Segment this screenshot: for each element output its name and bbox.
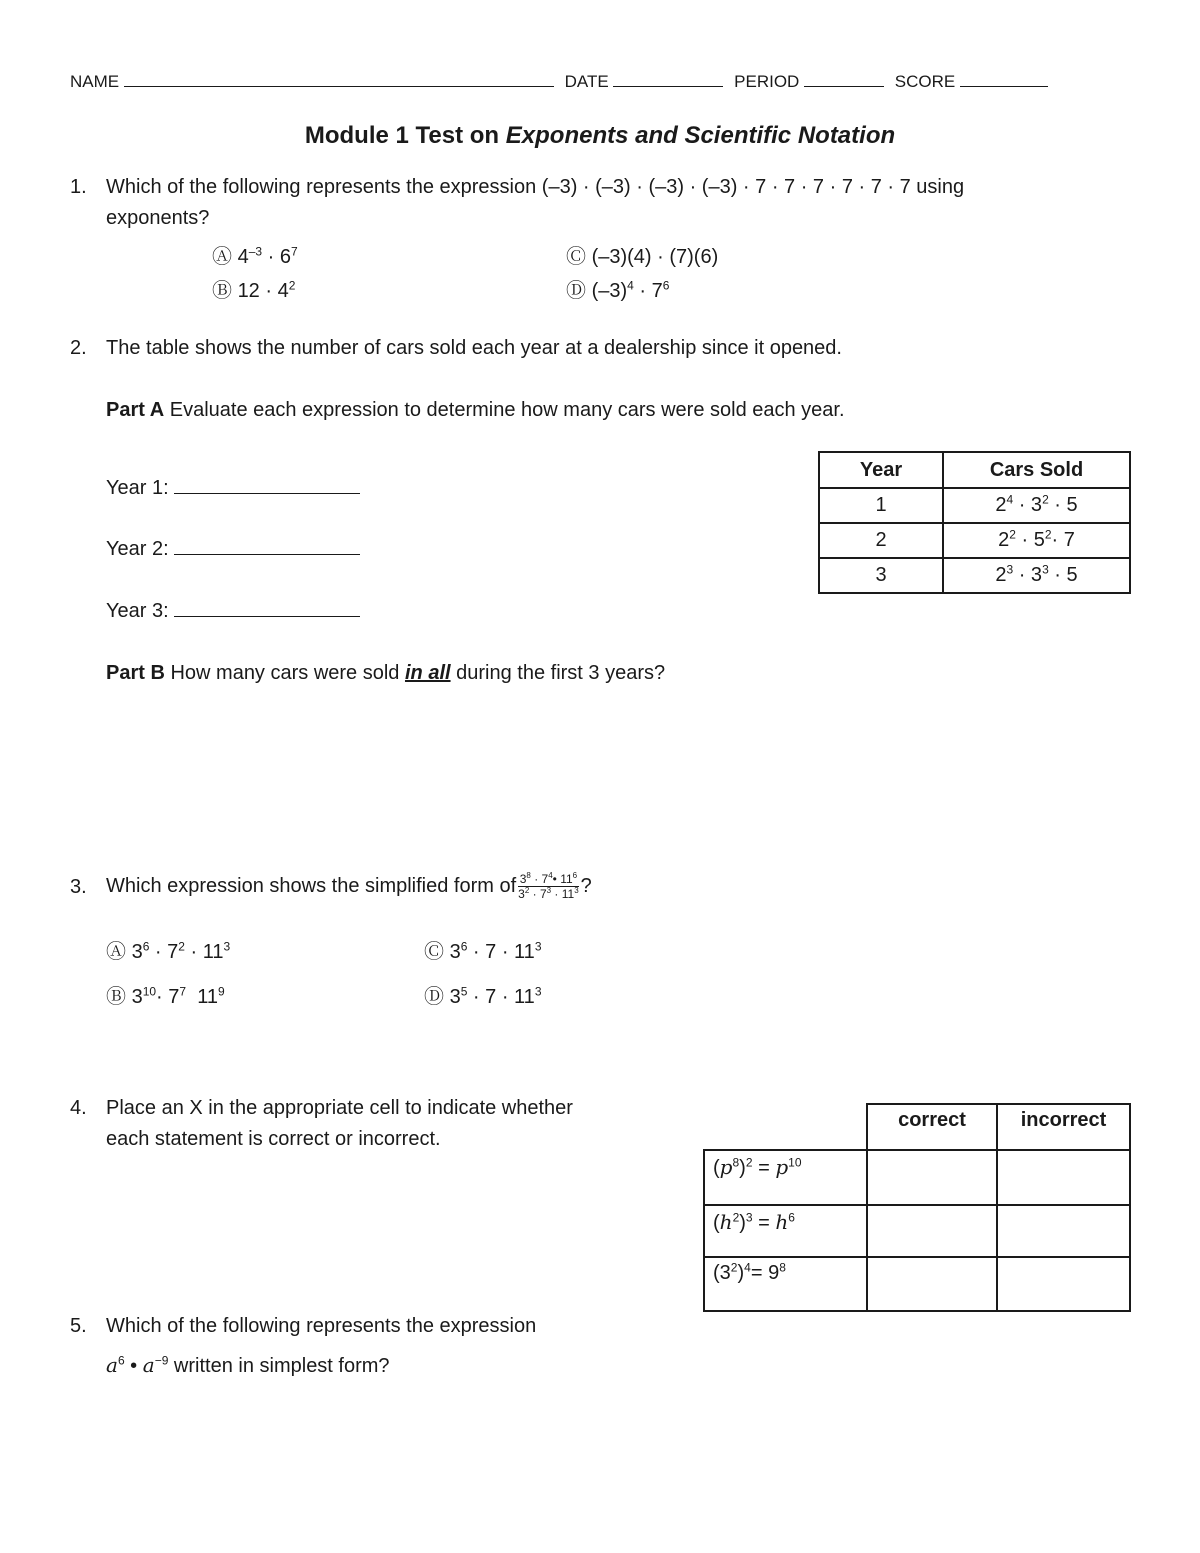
option-b-letter: Ⓑ: [106, 984, 126, 1008]
r1e1: 4: [1006, 492, 1014, 507]
r1p3: · 5: [1048, 494, 1078, 516]
r2p2: · 5: [1015, 529, 1045, 551]
q3b3: 11: [186, 986, 218, 1008]
row1-cars: [943, 488, 1130, 523]
q3ae1: 6: [142, 939, 150, 954]
option-d-letter: Ⓓ: [424, 984, 444, 1008]
q1-number: 1.: [70, 176, 87, 198]
q2-number: 2.: [70, 337, 87, 359]
q1-text-line2: exponents?: [106, 207, 210, 229]
table-row: [819, 488, 1130, 523]
year2-label: Year 2:: [106, 538, 169, 560]
q1a-mid: · 6: [262, 246, 291, 268]
q2-part-a: [106, 399, 845, 422]
year1-blank[interactable]: [174, 492, 360, 494]
fn3: • 11: [552, 871, 573, 886]
q3d2: · 7 · 11: [467, 986, 535, 1008]
fde1: 2: [524, 885, 530, 895]
year1-answer: [106, 477, 360, 500]
score-blank[interactable]: [960, 85, 1048, 87]
q5-text-line2: written in simplest form?: [168, 1355, 390, 1377]
title-plain: Module 1 Test on: [304, 122, 506, 149]
q5-expression: [106, 1353, 390, 1378]
cars-sold-table: [818, 451, 1131, 594]
r3p2: · 3: [1013, 564, 1043, 586]
part-b-label: Part B: [106, 662, 165, 684]
q1d-exp1: 4: [627, 278, 634, 293]
r3e1: 3: [1006, 562, 1014, 577]
option-d-letter: Ⓓ: [566, 278, 586, 302]
part-b-pre: How many cars were sold: [164, 662, 405, 684]
period-label: PERIOD: [734, 72, 800, 91]
correct-incorrect-table: [703, 1103, 1131, 1312]
q1-option-b[interactable]: [212, 274, 295, 303]
s3-e3: 8: [779, 1260, 786, 1275]
q2-text: The table shows the number of cars sold each year at a dealership since it opened.: [106, 337, 842, 359]
r1e2: 2: [1042, 492, 1049, 507]
part-b-post: during the first 3 years?: [450, 662, 666, 684]
date-label: DATE: [564, 72, 609, 91]
q1-option-c[interactable]: [566, 240, 718, 269]
s1-e1: 8: [732, 1155, 740, 1170]
q1a-exp2: 7: [290, 244, 298, 259]
s3-e2: 4: [744, 1260, 751, 1275]
year2-blank[interactable]: [174, 553, 360, 555]
q3a3: · 11: [184, 941, 224, 963]
row2-cars: [943, 523, 1130, 558]
fde3: 3: [574, 885, 579, 895]
q1d-mid: · 7: [633, 280, 663, 302]
q2-part-b: [106, 662, 665, 685]
statement-3-incorrect-cell[interactable]: [997, 1257, 1130, 1311]
fne2: 4: [548, 870, 553, 880]
s2-mid: ): [739, 1212, 746, 1234]
q3c2: · 7 · 11: [467, 941, 535, 963]
r3e2: 3: [1042, 562, 1049, 577]
s1-pre: (: [713, 1157, 720, 1179]
q1b-base: 12 · 4: [237, 280, 289, 302]
fd3: · 11: [551, 886, 575, 901]
statement-1-incorrect-cell[interactable]: [997, 1150, 1130, 1205]
part-a-label: Part A: [106, 399, 165, 421]
header-year: Year: [819, 452, 943, 488]
period-blank[interactable]: [804, 85, 884, 87]
header-incorrect: incorrect: [997, 1104, 1130, 1150]
q1a-exp1: –3: [248, 244, 263, 259]
q5-base2: a: [142, 1353, 155, 1377]
option-b-letter: Ⓑ: [212, 278, 232, 302]
year3-label: Year 3:: [106, 600, 169, 622]
table-row: [819, 558, 1130, 593]
q3c1: 3: [449, 941, 461, 963]
q3-text: Which expression shows the simplified form of: [106, 874, 517, 897]
q1a-base: 4: [237, 246, 249, 268]
score-label: SCORE: [894, 72, 956, 91]
q3-number: 3.: [70, 876, 87, 898]
q4-number: 4.: [70, 1097, 87, 1119]
r2e2: 2: [1044, 527, 1052, 542]
s3-mid: ): [737, 1262, 745, 1284]
year3-blank[interactable]: [174, 615, 360, 617]
q5-number: 5.: [70, 1315, 87, 1337]
part-b-emphasis: in all: [404, 662, 451, 684]
s1-e3: 10: [788, 1155, 802, 1170]
header-correct: correct: [867, 1104, 997, 1150]
q3a2: · 7: [149, 941, 179, 963]
fraction-denominator: [516, 887, 581, 901]
statement-3-correct-cell[interactable]: [867, 1257, 997, 1311]
fne3: 6: [572, 870, 578, 880]
q4-text-line1: Place an X in the appropriate cell to indicate whether: [106, 1097, 573, 1119]
q3d1: 3: [449, 986, 461, 1008]
s1-eq: =: [752, 1157, 776, 1179]
statement-1-correct-cell[interactable]: [867, 1150, 997, 1205]
q1c-text: (–3)(4) · (7)(6): [591, 246, 719, 268]
r3p3: · 5: [1048, 564, 1078, 586]
q3-fraction: [516, 872, 581, 901]
q1-option-d[interactable]: [566, 274, 669, 303]
q3a1: 3: [131, 941, 143, 963]
fn2: · 7: [530, 871, 549, 886]
table-header-row: [704, 1104, 1130, 1150]
option-a-letter: Ⓐ: [212, 244, 232, 268]
r1p1: 2: [995, 494, 1007, 516]
q5-base1: a: [106, 1353, 118, 1377]
q1-option-a[interactable]: [212, 240, 298, 269]
option-a-letter: Ⓐ: [106, 939, 126, 963]
row2-year: 2: [819, 523, 943, 558]
q3-stem: [106, 862, 592, 910]
table-row: [704, 1257, 1130, 1311]
q3be1: 10: [142, 984, 157, 999]
year1-label: Year 1:: [106, 477, 169, 499]
q3b1: 3: [131, 986, 143, 1008]
fd2: · 7: [529, 886, 547, 901]
table-header-row: [819, 452, 1130, 488]
q4-text-line2: each statement is correct or incorrect.: [106, 1128, 441, 1150]
option-c-letter: Ⓒ: [566, 244, 586, 268]
q3-option-a[interactable]: [106, 935, 230, 964]
q3b2: · 7: [156, 986, 180, 1008]
fde2: 3: [546, 885, 552, 895]
q3-option-d[interactable]: [424, 980, 542, 1009]
q3be2: 7: [179, 984, 187, 999]
q3de2: 3: [534, 984, 542, 999]
title-italic: Exponents and Scientific Notation: [505, 122, 896, 149]
fraction-numerator: [518, 872, 579, 887]
header-line: [70, 72, 1048, 92]
year2-answer: [106, 538, 360, 561]
statement-1: [704, 1150, 867, 1205]
q3ce2: 3: [534, 939, 542, 954]
q1b-exp1: 2: [288, 278, 296, 293]
year3-answer: [106, 600, 360, 623]
statement-2-incorrect-cell[interactable]: [997, 1205, 1130, 1257]
statement-2: [704, 1205, 867, 1257]
q5-text-line1: Which of the following represents the expression: [106, 1315, 537, 1337]
s1-var2: p: [775, 1155, 789, 1179]
table-row: [819, 523, 1130, 558]
q1-text-line1: Which of the following represents the expression (–3) · (–3) · (–3) · (–3) · 7 · 7 · 7 · 7 · 7 · 7 using: [106, 176, 965, 198]
q3ae2: 2: [178, 939, 185, 954]
r2p3: · 7: [1051, 529, 1075, 551]
s3-e1: 2: [730, 1260, 738, 1275]
q3-option-b[interactable]: [106, 980, 225, 1009]
s3-eq: = 9: [750, 1262, 780, 1284]
table-row: [704, 1205, 1130, 1257]
s2-eq: =: [752, 1212, 776, 1234]
s1-var: p: [719, 1155, 733, 1179]
s2-e1: 2: [732, 1210, 740, 1225]
header-cars-sold: Cars Sold: [943, 452, 1130, 488]
fd1: 3: [518, 886, 525, 901]
s1-mid: ): [739, 1157, 746, 1179]
q5-bullet: •: [124, 1355, 143, 1377]
empty-corner-cell: [704, 1104, 867, 1150]
statement-2-correct-cell[interactable]: [867, 1205, 997, 1257]
option-c-letter: Ⓒ: [424, 939, 444, 963]
name-label: NAME: [70, 72, 120, 91]
s3-pre: (3: [713, 1262, 731, 1284]
s2-var2: h: [775, 1210, 789, 1234]
page-title: [0, 122, 1200, 150]
s2-e2: 3: [745, 1210, 753, 1225]
q3ce1: 6: [460, 939, 468, 954]
r2e1: 2: [1009, 527, 1016, 542]
q1d-exp2: 6: [662, 278, 670, 293]
fne1: 8: [526, 870, 531, 880]
q3-option-c[interactable]: [424, 935, 542, 964]
q3be3: 9: [217, 984, 225, 999]
r1p2: · 3: [1013, 494, 1043, 516]
q5-exp2: −9: [154, 1353, 169, 1368]
table-row: [704, 1150, 1130, 1205]
q3de1: 5: [460, 984, 468, 999]
row3-cars: [943, 558, 1130, 593]
q3ae3: 3: [223, 939, 231, 954]
s2-pre: (: [713, 1212, 720, 1234]
row3-year: 3: [819, 558, 943, 593]
part-a-text: Evaluate each expression to determine how many cars were sold each year.: [164, 399, 845, 421]
r3p1: 2: [995, 564, 1007, 586]
s1-e2: 2: [745, 1155, 753, 1170]
s2-var: h: [719, 1210, 733, 1234]
q5-exp1: 6: [117, 1353, 125, 1368]
q3-qmark: ?: [580, 874, 592, 897]
s2-e3: 6: [788, 1210, 795, 1225]
r2p1: 2: [998, 529, 1010, 551]
fn1: 3: [519, 871, 527, 886]
row1-year: 1: [819, 488, 943, 523]
name-blank[interactable]: [124, 85, 554, 87]
q1d-base: (–3): [591, 280, 628, 302]
date-blank[interactable]: [613, 85, 723, 87]
statement-3: [704, 1257, 867, 1311]
